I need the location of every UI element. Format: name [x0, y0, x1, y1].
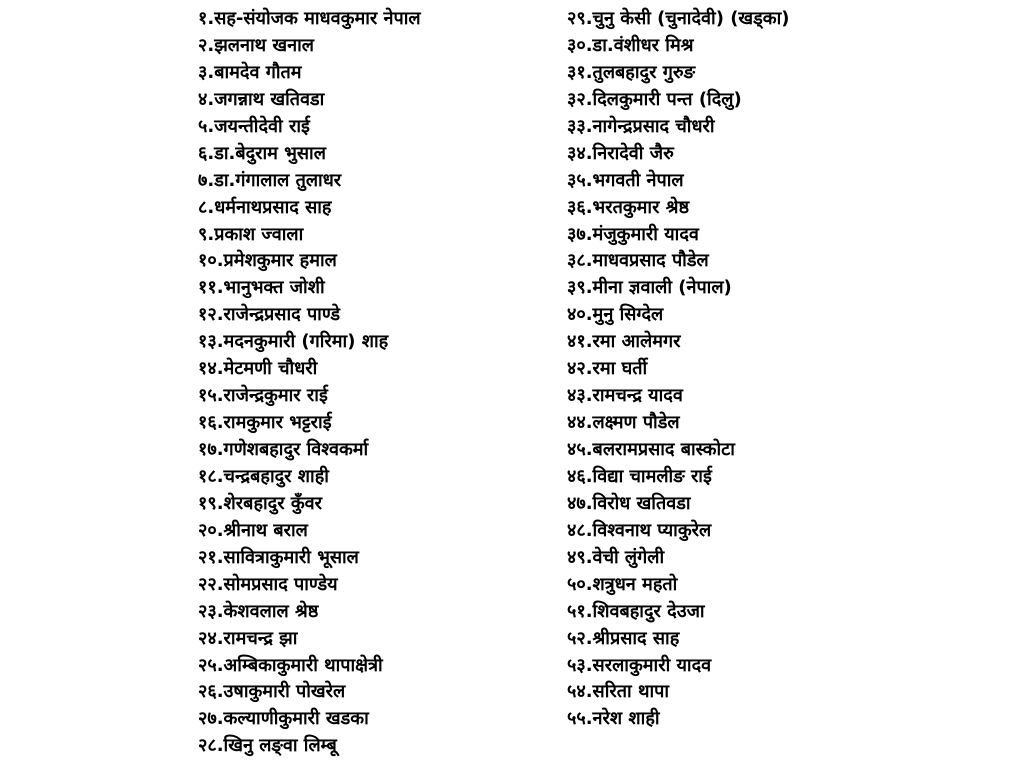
- member-list-item: २४.रामचन्द्र झा: [198, 627, 298, 649]
- member-list-item: १२.राजेन्द्रप्रसाद पाण्डे: [198, 304, 341, 326]
- member-list-item: १७.गणेशबहादुर विश्वकर्मा: [198, 439, 369, 460]
- member-list-item: ३८.माधवप्रसाद पौडेल: [567, 250, 709, 272]
- member-list-item: ५३.सरलाकुमारी यादव: [567, 654, 712, 676]
- member-list-item: ३०.डा.वंशीधर मिश्र: [567, 34, 694, 56]
- member-list-item: ६.डा.बेदुराम भुसाल: [198, 142, 326, 164]
- member-list-item: ४९.वेची लुंगेली: [567, 546, 665, 568]
- member-list-item: ५२.श्रीप्रसाद साह: [567, 627, 680, 649]
- member-list-item: ३९.मीना ज्ञवाली (नेपाल): [567, 277, 732, 299]
- member-list-item: २०.श्रीनाथ बराल: [198, 519, 308, 541]
- member-list-item: १८.चन्द्रबहादुर शाही: [198, 465, 329, 487]
- member-list-item: ४४.लक्ष्मण पौडेल: [567, 412, 680, 434]
- member-list-item: ३३.नागेन्द्रप्रसाद चौधरी: [567, 115, 715, 137]
- member-list-item: ३४.निरादेवी जैरु: [567, 142, 674, 164]
- member-list-item: १३.मदनकुमारी (गरिमा) शाह: [198, 331, 389, 353]
- member-list-item: १९.शेरबहादुर कुँवर: [198, 492, 323, 514]
- member-list-item: ५५.नरेश शाही: [567, 708, 660, 730]
- member-list-item: ३७.मंजुकुमारी यादव: [567, 223, 699, 245]
- member-list-item: ४७.विरोध खतिवडा: [567, 492, 691, 514]
- member-list-left-column: [198, 6, 421, 760]
- member-list-item: ४१.रमा आलेमगर: [567, 331, 681, 353]
- member-list-item: २८.खिनु लङ्वा लिम्बू: [198, 735, 337, 757]
- member-list-item: १४.मेटमणी चौधरी: [198, 358, 318, 380]
- member-list-item: ३६.भरतकुमार श्रेष्ठ: [567, 196, 690, 218]
- member-list-item: ३१.तुलबहादुर गुरुङ: [567, 61, 696, 83]
- member-list-item: ११.भानुभक्त जोशी: [198, 277, 325, 299]
- member-list-right-column: [567, 6, 790, 733]
- member-list-item: २२.सोमप्रसाद पाण्डेय: [198, 573, 338, 595]
- member-list-item: ४५.बलरामप्रसाद बास्कोटा: [567, 439, 735, 460]
- member-list-item: ५४.सरिता थापा: [567, 681, 669, 703]
- member-list-item: ४८.विश्वनाथ प्याकुरेल: [567, 519, 712, 541]
- member-list-item: ८.धर्मनाथप्रसाद साह: [198, 196, 332, 218]
- member-list-item: १०.प्रमेशकुमार हमाल: [198, 250, 337, 272]
- member-list-item: २.झलनाथ खनाल: [198, 34, 315, 56]
- member-list-item: ५०.शत्रुधन महतो: [567, 573, 678, 595]
- member-list-item: ५.जयन्तीदेवी राई: [198, 115, 310, 137]
- member-list-item: ५१.शिवबहादुर देउजा: [567, 600, 705, 622]
- member-list-item: १६.रामकुमार भट्टराई: [198, 412, 332, 434]
- member-list-item: ७.डा.गंगालाल तुलाधर: [198, 169, 342, 191]
- member-list-item: २९.चुनु केसी (चुनादेवी) (खड्का): [567, 8, 790, 29]
- member-list-item: २१.सावित्राकुमारी भूसाल: [198, 546, 359, 568]
- member-list-item: ४३.रामचन्द्र यादव: [567, 385, 683, 407]
- member-list-item: ३.बामदेव गौतम: [198, 61, 302, 83]
- member-list-item: २७.कल्याणीकुमारी खडका: [198, 708, 369, 730]
- member-list-item: १.सह-संयोजक माधवकुमार नेपाल: [198, 8, 421, 29]
- member-list-item: २६.उषाकुमारी पोखरेल: [198, 681, 346, 703]
- member-list-item: २५.अम्बिकाकुमारी थापाक्षेत्री: [198, 654, 383, 676]
- member-list-item: ९.प्रकाश ज्वाला: [198, 223, 304, 245]
- member-list-item: ४६.विद्या चामलीङ राई: [567, 465, 712, 487]
- member-list-item: ३५.भगवती नेपाल: [567, 169, 684, 191]
- member-list-item: ३२.दिलकुमारी पन्त (दिलु): [567, 88, 742, 110]
- member-list-item: ४०.मुनु सिग्देल: [567, 304, 664, 326]
- member-list-item: २३.केशवलाल श्रेष्ठ: [198, 600, 319, 622]
- member-list-item: ४.जगन्नाथ खतिवडा: [198, 88, 325, 110]
- member-list-item: ४२.रमा घर्ती: [567, 358, 648, 380]
- member-list-item: १५.राजेन्द्रकुमार राई: [198, 385, 328, 407]
